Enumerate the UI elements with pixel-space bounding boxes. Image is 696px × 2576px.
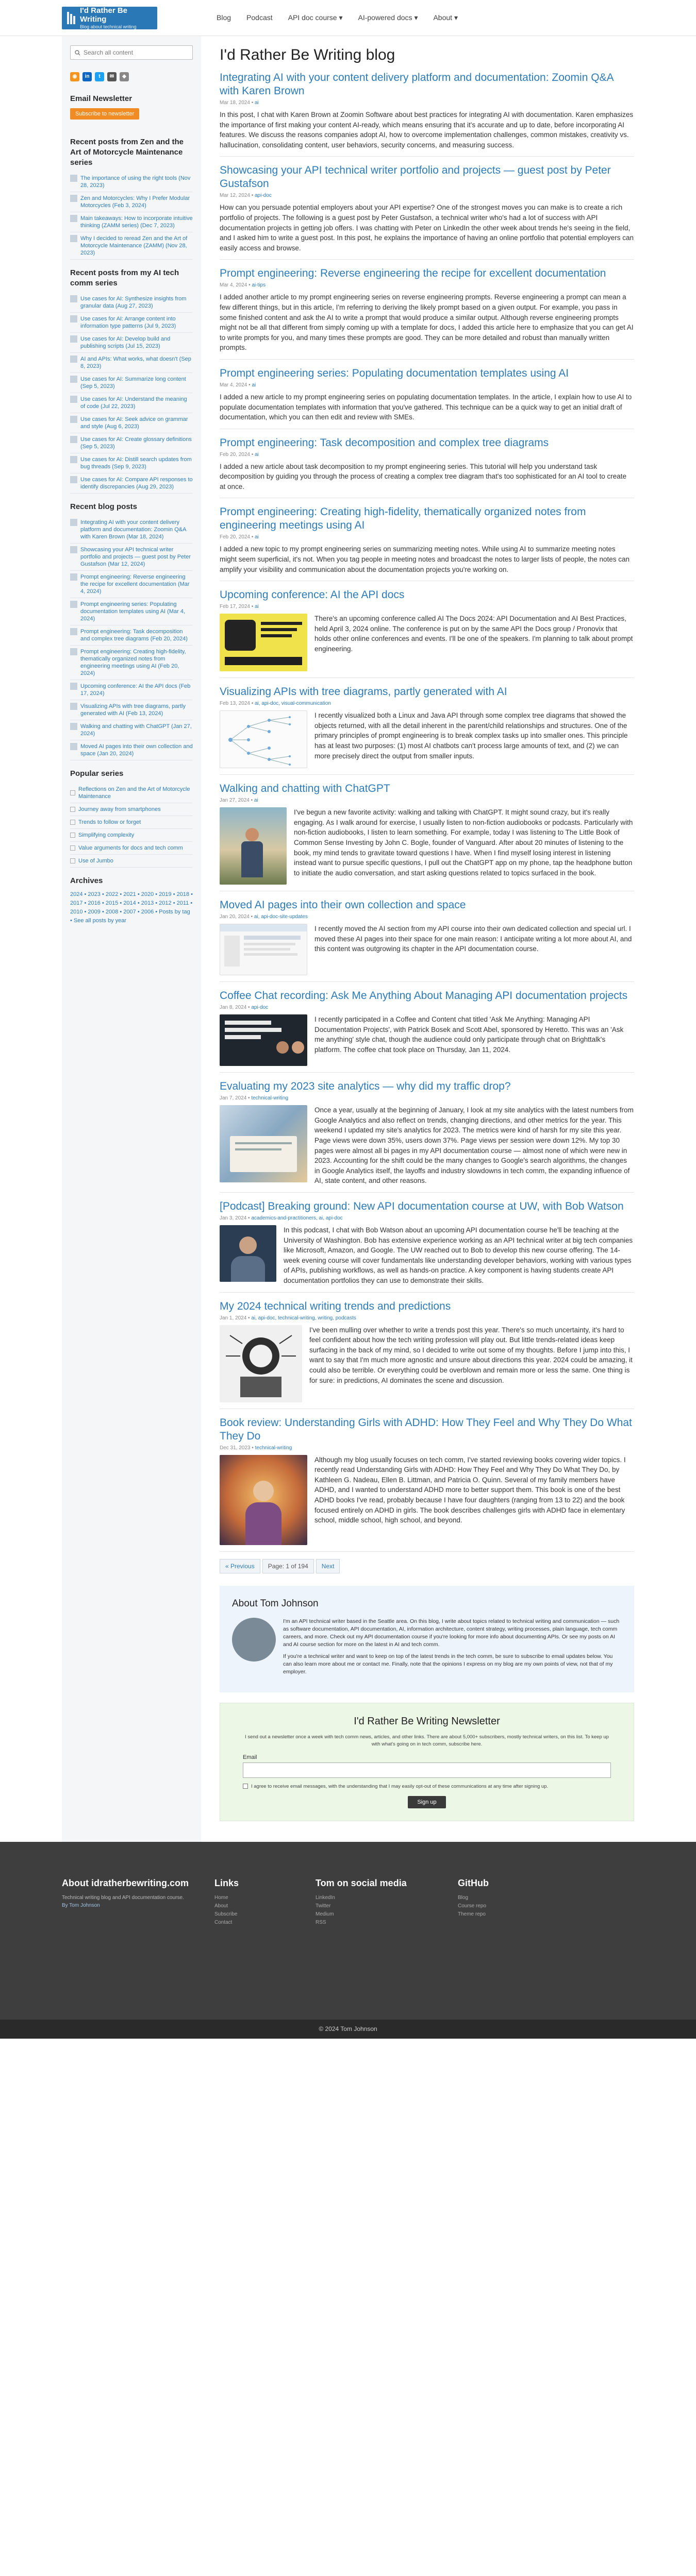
post-date: Jan 20, 2024 — [220, 914, 250, 920]
post-date: Mar 4, 2024 — [220, 382, 247, 388]
post-thumbnail — [70, 703, 77, 710]
search-placeholder: Search all content — [84, 49, 134, 56]
checkbox-icon[interactable] — [243, 1784, 248, 1789]
post-title[interactable]: Integrating AI with your content delivery platform and documentation: Zoomin Q&A with Karen Brown — [220, 72, 614, 97]
bullet-icon — [70, 845, 75, 851]
post-title[interactable]: Evaluating my 2023 site analytics — why did my traffic drop? — [220, 1080, 511, 1093]
footer-link[interactable]: About — [214, 1903, 228, 1909]
list-item-label: Walking and chatting with ChatGPT (Jan 27, 2024) — [80, 723, 192, 737]
post-date: Feb 20, 2024 — [220, 534, 250, 540]
post — [220, 436, 634, 499]
copyright-bar: © 2024 Tom Johnson — [0, 2020, 696, 2039]
post-tags[interactable]: ai — [255, 451, 259, 457]
list-item-label: Showcasing your API technical writer portfolio and projects — guest post by Peter Gustafson (Mar 12, 2024) — [80, 547, 191, 567]
post-excerpt: In this podcast, I chat with Bob Watson about an upcoming API documentation course he'll be teaching at the University of Washington. Bob has extensive experience working as an API technical writer at big tech companies like Microsoft, Amazon, and Google. The UW reached out to Bob to develop this new course offering. The 14-week evening course will cover fundamentals like understanding developer behaviors, working with various types of APIs, publishing workflows, as well as hands-on practice. A key component is having students create API documentation portfolios they can use to demonstrate their skills. — [284, 1226, 633, 1284]
nav-blog[interactable]: Blog — [217, 13, 231, 22]
page-indicator: Page: 1 of 194 — [262, 1559, 314, 1573]
footer-link[interactable]: Contact — [214, 1919, 233, 1925]
post-meta: Jan 27, 2024 • ai — [220, 798, 258, 804]
post-thumbnail — [70, 683, 77, 690]
list-item-label: Prompt engineering: Creating high-fidelity, thematically organized notes from engineering meetings using AI (Feb 20, 2024) — [80, 649, 186, 676]
post-thumbnail — [70, 175, 77, 182]
newsletter-heading: Email Newsletter — [70, 94, 132, 103]
nav-podcast[interactable]: Podcast — [246, 13, 273, 22]
list-item[interactable] — [70, 333, 193, 353]
bullet-icon — [70, 790, 75, 795]
post-date: Dec 31, 2023 — [220, 1445, 251, 1451]
list-item[interactable] — [70, 625, 193, 646]
post — [220, 367, 634, 429]
post-tags[interactable]: ai, api-doc-site-updates — [254, 914, 308, 920]
logo-icon — [67, 12, 76, 24]
list-item-label: Upcoming conference: AI the API docs (Feb 17, 2024) — [80, 683, 191, 697]
footer-social-link[interactable]: RSS — [316, 1919, 326, 1925]
list-item-label: Zen and Motorcycles: Why I Prefer Modular Motorcycles (Feb 3, 2024) — [80, 195, 190, 209]
post-title[interactable]: Showcasing your API technical writer portfolio and projects — guest post by Peter Gustafson — [220, 164, 611, 190]
post-tags[interactable]: ai-tips — [252, 282, 266, 289]
post-date: Jan 1, 2024 — [220, 1315, 247, 1321]
post-excerpt: I've been mulling over whether to write a trends post this year. There's so much uncertainty, it's hard to feel confident about how the tech writing profession will play out. But little trends-related ideas keep surfacing in the back of my mind, so I decided to write out some of my thoughts. Before I jump into this, I want to say that I'm much more agnostic and unsure about directions this year. 2024 could be amazing, it could also be terrible. Or everything could be overblown and remain more or less the same. One thing is for sure: in predictions, AI dominates the scene and discussion. — [309, 1326, 633, 1384]
list-item-label: Moved AI pages into their own collection and space (Jan 20, 2024) — [80, 743, 193, 757]
post-thumbnail — [70, 476, 77, 483]
list-item[interactable] — [70, 842, 193, 855]
post-thumbnail — [70, 723, 77, 730]
post-date: Mar 18, 2024 — [220, 100, 250, 106]
post-thumbnail — [70, 628, 77, 635]
footer-social-link[interactable]: Medium — [316, 1911, 334, 1917]
top-navbar — [0, 0, 696, 36]
pagination — [220, 1559, 634, 1573]
post-image[interactable] — [220, 1225, 276, 1282]
nav-ai-docs-label: AI-powered docs — [358, 13, 412, 22]
chevron-down-icon: ▾ — [414, 13, 418, 22]
post-excerpt: I recently participated in a Coffee and Content chat titled 'Ask Me Anything: Managing API Documentation Projects', with Patrick Bosek and Scott Abel, sponsored by Heretto. This was an 'Ask me anything' style chat, though the audience could only participate through chat on Brighttalk's platform. The coffee chat took place on Thursday, Jan 11, 2024. — [314, 1015, 624, 1054]
list-item[interactable] — [70, 803, 193, 816]
popular-series-heading: Popular series — [70, 769, 124, 778]
list-item[interactable] — [70, 816, 193, 829]
brand-logo[interactable] — [62, 7, 157, 29]
post-meta: Mar 4, 2024 • ai — [220, 382, 256, 388]
post-date: Mar 4, 2024 — [220, 282, 247, 289]
list-item[interactable] — [70, 829, 193, 842]
list-item[interactable] — [70, 855, 193, 868]
footer-social-link[interactable]: Twitter — [316, 1903, 331, 1909]
post-title[interactable]: Prompt engineering: Reverse engineering the recipe for excellent documentation — [220, 267, 606, 280]
search-input[interactable] — [70, 45, 193, 60]
post — [220, 267, 634, 360]
nav-api-course[interactable] — [288, 13, 343, 22]
post-excerpt: Although my blog usually focuses on tech comm, I've started reviewing books covering wider topics. I recently read Understanding Girls with ADHD: How They Feel and Why They Do What They Do, by Kathleen G. Nadeau, Ellen B. Littman, and Patricia O. Quinn. Several of my family members have ADHD, and I wanted to understand ADHD more to better support them. This book is one of the best ADHD books I've read, probably because I have four daughters (ranging from 13 to 22) and the book focused entirely on ADHD in girls. The book describes challenges girls with ADHD face in elementary school, middle school, high school, and beyond. — [314, 1455, 626, 1524]
post-excerpt: I recently visualized both a Linux and Java API through some complex tree diagrams that showed the objects returned, with all the detail inherent in the parent/child relationships and structures. One of the primary principles of prompt engineering is to break complex tasks up into smaller ones. This principle has at least two purposes: (1) most AI chatbots can't process large amounts of text, and (2) we can more precisely direct the output from smaller inputs. — [314, 711, 628, 760]
footer-about-heading: About idratherbewriting.com — [62, 1877, 189, 1888]
post — [220, 1080, 634, 1193]
subscribe-button[interactable]: Subscribe to newsletter — [70, 108, 139, 120]
post-thumbnail — [70, 573, 77, 581]
post-title[interactable]: Book review: Understanding Girls with ADHD: How They Feel and Why They Do What They Do — [220, 1416, 632, 1442]
post-image[interactable] — [220, 710, 307, 768]
popular-series-list — [70, 783, 193, 868]
post-meta: Jan 8, 2024 • api-doc — [220, 1005, 269, 1011]
post-thumbnail — [70, 546, 77, 553]
post-thumbnail — [70, 376, 77, 383]
list-item[interactable] — [70, 393, 193, 413]
post-title[interactable]: Walking and chatting with ChatGPT — [220, 783, 390, 795]
post-title[interactable]: Moved AI pages into their own collection and space — [220, 899, 466, 911]
list-item-label: Prompt engineering series: Populating documentation templates using AI (Mar 4, 2024) — [80, 601, 185, 622]
post-thumbnail — [70, 416, 77, 423]
main-content — [201, 36, 634, 1842]
list-item-label: Reflections on Zen and the Art of Motorcycle Maintenance — [78, 786, 190, 800]
post — [220, 1416, 634, 1552]
post-meta: Feb 13, 2024 • ai, api-doc, visual-communication — [220, 701, 331, 707]
post-thumbnail — [70, 648, 77, 655]
post-title[interactable]: Prompt engineering: Task decomposition and complex tree diagrams — [220, 436, 549, 449]
list-item-label: Prompt engineering: Task decomposition and complex tree diagrams (Feb 20, 2024) — [80, 629, 188, 642]
post-meta: Feb 17, 2024 • ai — [220, 604, 259, 610]
email-label: Email — [243, 1754, 257, 1760]
post-title[interactable]: [Podcast] Breaking ground: New API documentation course at UW, with Bob Watson — [220, 1200, 624, 1212]
list-item[interactable] — [70, 544, 193, 571]
list-item-label: Prompt engineering: Reverse engineering the recipe for excellent documentation (Mar 4, 2024) — [80, 574, 190, 595]
email-field[interactable] — [243, 1762, 611, 1778]
footer-link[interactable]: Home — [214, 1894, 228, 1901]
post — [220, 989, 634, 1073]
about-box — [220, 1586, 634, 1692]
post-excerpt: I've begun a new favorite activity: walking and talking with ChatGPT. It might sound crazy, but it's really engaging. As I walk around for exercise, I usually listen to non-fiction audiobooks or podcasts. Particularly with non-fiction audiobooks, I listen to learn something. For example, today I was listening to The Little Book of Common Sense Investing by John C. Bogle, founder of Vanguard. After about 20 minutes of listening to the book, my mind tends to gravitate toward questions I have. When I find myself losing interest in listening instead want to pursue specific questions, I pull out the ChatGPT app on my phone, tap the headphone button to initiate the audio conversation, and start asking questions related to topics surfaced in the book. — [294, 808, 633, 877]
list-item[interactable] — [70, 598, 193, 625]
post-excerpt: I added a new article about task decomposition to my prompt engineering series. This tutorial will help you understand task decomposition by guiding you through the process of creating a complex tree diagram that's too sophisticated for an AI tool to create at once. — [220, 462, 627, 490]
consent-checkbox[interactable] — [243, 1783, 611, 1790]
search-icon — [75, 50, 80, 56]
post-title[interactable]: Prompt engineering series: Populating documentation templates using AI — [220, 367, 569, 379]
list-item[interactable] — [70, 313, 193, 333]
list-item[interactable] — [70, 172, 193, 192]
list-item[interactable] — [70, 433, 193, 453]
chevron-down-icon: ▾ — [339, 13, 343, 22]
post-image[interactable] — [220, 1455, 307, 1545]
post — [220, 71, 634, 157]
newsletter-intro: I send out a newsletter once a week with tech comm news, articles, and other links. There are about 5,000+ subscribers, mostly technical writers, on this list. To keep up with what's going on in tech comm, subscribe here. — [245, 1734, 609, 1747]
post-image[interactable] — [220, 924, 307, 975]
footer-github-heading: GitHub — [458, 1877, 489, 1888]
post — [220, 164, 634, 260]
post — [220, 782, 634, 891]
list-item[interactable] — [70, 700, 193, 720]
list-item-label: Value arguments for docs and tech comm — [78, 845, 183, 851]
list-item-label: Use cases for AI: Understand the meaning of code (Jul 22, 2023) — [80, 396, 187, 410]
footer-github-link[interactable]: Theme repo — [458, 1911, 486, 1917]
post-excerpt: I added a new article to my prompt engineering series on populating documentation templates. In the article, I explain how to use AI to populate documentation templates with information that you've gathered. This technique can be a quick way to get an initial draft of documentation, which you can then edit and review with SMEs. — [220, 393, 632, 421]
list-item[interactable] — [70, 293, 193, 313]
post-date: Feb 13, 2024 — [220, 701, 250, 707]
post-tags[interactable]: ai — [255, 604, 259, 610]
post-thumbnail — [70, 601, 77, 608]
brand-subtitle: Blog about technical writing — [80, 24, 137, 29]
footer-links — [214, 1878, 297, 1999]
post — [220, 685, 634, 775]
list-item[interactable] — [70, 740, 193, 760]
newsletter-box — [220, 1703, 634, 1821]
post-excerpt: Once a year, usually at the beginning of January, I look at my site analytics with the latest numbers from Google Analytics and also reflect on trends, changing directions, and other metrics for the year. This weekend I updated my site's analytics for 2023. The metrics were kind of harsh for my site this year. Page views were down 35%, users down 37%. Page views per session were down 12%. My top 30 pages were almost all bi pages in my API documentation course — almost none of which were new in 2023. Accounting for the shift could be the many changes to Google's search algorithms, the changes in Google Analytics itself, the layoffs and industry slowdowns in tech comm, the expanding influence of AI, state content, and other reasons. — [314, 1106, 634, 1185]
post-tags[interactable]: technical-writing — [255, 1445, 292, 1451]
twitter-icon[interactable]: t — [95, 72, 104, 81]
list-item-label: Use cases for AI: Seek advice on grammar and style (Aug 6, 2023) — [80, 416, 188, 430]
zen-heading: Recent posts from Zen and the Art of Motorcycle Maintenance series — [70, 138, 184, 167]
post-title[interactable]: Upcoming conference: AI the API docs — [220, 589, 405, 601]
list-item-label: Why I decided to reread Zen and the Art of Motorcycle Maintenance (ZAMM) (Nov 28, 2023) — [80, 235, 188, 256]
post-thumbnail — [70, 235, 77, 242]
signup-button[interactable]: Sign up — [408, 1796, 446, 1808]
list-item[interactable] — [70, 783, 193, 803]
list-item-label: Use cases for AI: Synthesize insights from granular data (Aug 27, 2023) — [80, 296, 187, 309]
list-item-label: Integrating AI with your content delivery platform and documentation: Zoomin Q&A with Karen Brown (Mar 18, 2024) — [80, 519, 186, 540]
list-item[interactable] — [70, 453, 193, 473]
github-icon[interactable]: ◆ — [120, 72, 129, 81]
post-thumbnail — [70, 456, 77, 463]
post-thumbnail — [70, 315, 77, 323]
about-text: If you're a technical writer and want to keep on top of the latest trends in the tech comm, be sure to subscribe to email updates below. You can also learn more about me or contact me. Finally, note that the opinions I express on my blog are my own points of view, not that of my employer. — [283, 1653, 613, 1675]
page-title: I'd Rather Be Writing blog — [220, 46, 395, 63]
post-meta: Jan 1, 2024 • ai, api-doc, technical-writing, writing, podcasts — [220, 1315, 356, 1321]
footer — [0, 1842, 696, 2020]
post-tags[interactable]: api-doc — [251, 1005, 269, 1011]
post-title[interactable]: Coffee Chat recording: Ask Me Anything About Managing API documentation projects — [220, 990, 628, 1002]
post-date: Jan 27, 2024 — [220, 798, 250, 804]
list-item[interactable] — [70, 212, 193, 232]
post-image[interactable] — [220, 807, 287, 885]
illustration-image — [220, 1325, 302, 1402]
post-title[interactable]: Prompt engineering: Creating high-fidelity, thematically organized notes from engineering meetings using AI — [220, 506, 586, 532]
post-excerpt: I recently moved the AI section from my API course into their own dedicated collection and special url. I moved these AI pages into their space for one main reason: I anticipate writing a lot more about AI, and this content was outgrowing its chapter in the API documentation course. — [314, 925, 632, 953]
nav-about-label: About — [433, 13, 453, 22]
list-item-label: Use of Jumbo — [78, 858, 113, 864]
post-tags[interactable]: technical-writing — [251, 1095, 289, 1101]
post-date: Feb 17, 2024 — [220, 604, 250, 610]
next-page-button[interactable]: Next — [316, 1559, 340, 1573]
email-icon[interactable]: ✉ — [107, 72, 117, 81]
post — [220, 1200, 634, 1293]
list-item-label: Use cases for AI: Develop build and publishing scripts (Jul 15, 2023) — [80, 336, 171, 349]
post-date: Jan 8, 2024 — [220, 1005, 247, 1011]
sidebar — [62, 36, 201, 1842]
footer-about — [62, 1878, 196, 1999]
prev-page-button[interactable]: « Previous — [220, 1559, 260, 1573]
list-item[interactable] — [70, 571, 193, 598]
list-item[interactable] — [70, 353, 193, 373]
list-item-label: Use cases for AI: Distill search updates from bug threads (Sep 9, 2023) — [80, 456, 192, 470]
list-item-label: Journey away from smartphones — [78, 806, 161, 812]
list-item-label: Visualizing APIs with tree diagrams, partly generated with AI (Feb 13, 2024) — [80, 703, 186, 717]
list-item-label: Trends to follow or forget — [78, 819, 141, 825]
rss-icon[interactable]: ◉ — [70, 72, 79, 81]
post-tags[interactable]: academics-and-practitioners, ai, api-doc — [251, 1215, 343, 1221]
archives-heading: Archives — [70, 876, 103, 885]
post-thumbnail — [70, 335, 77, 343]
post-thumbnail — [70, 519, 77, 526]
footer-about-text: Technical writing blog and API documentation course. — [62, 1894, 184, 1901]
post-image[interactable] — [220, 614, 307, 671]
linkedin-icon[interactable]: in — [82, 72, 92, 81]
archives-links[interactable]: 2024 • 2023 • 2022 • 2021 • 2020 • 2019 • 2018 • 2017 • 2016 • 2015 • 2014 • 2013 • 2012 • 2011 • 2010 • 2009 • 2008 • 2007 • 2006 • Posts by tag • See all posts by year — [70, 891, 193, 924]
list-item[interactable] — [70, 473, 193, 494]
social-icons — [70, 72, 193, 81]
post-meta: Mar 12, 2024 • api-doc — [220, 193, 272, 199]
post-date: Jan 3, 2024 — [220, 1215, 247, 1221]
post-meta: Feb 20, 2024 • ai — [220, 534, 259, 540]
list-item-label: AI and APIs: What works, what doesn't (Sep 8, 2023) — [80, 356, 191, 369]
post-date: Feb 20, 2024 — [220, 451, 250, 457]
post-date: Mar 12, 2024 — [220, 193, 250, 199]
post-title[interactable]: Visualizing APIs with tree diagrams, partly generated with AI — [220, 686, 507, 698]
recent-posts-heading: Recent blog posts — [70, 502, 138, 511]
post-thumbnail — [70, 355, 77, 363]
footer-social-link[interactable]: LinkedIn — [316, 1894, 335, 1901]
post-meta: Feb 20, 2024 • ai — [220, 451, 259, 457]
list-item-label: Use cases for AI: Arrange content into information type patterns (Jul 9, 2023) — [80, 316, 176, 329]
consent-text: I agree to receive email messages, with the understanding that I may easily opt-out of these communications at any time after signing up. — [251, 1783, 549, 1789]
list-item[interactable] — [70, 232, 193, 260]
list-item[interactable] — [70, 373, 193, 393]
bullet-icon — [70, 820, 75, 825]
about-text: I'm an API technical writer based in the Seattle area. On this blog, I write about topics related to technical writing and communication — such as software documentation, API documentation, AI, information architecture, content strategy, writing processes, plain language, tech comm careers, and more. Check out my API documentation course if you're looking for more info about documenting APIs. Or see my posts on AI and AI course section for more on the latest in AI and tech comm. — [283, 1618, 620, 1648]
nav-ai-docs[interactable] — [358, 13, 418, 22]
footer-social-heading: Tom on social media — [316, 1877, 407, 1888]
main-nav — [217, 13, 458, 22]
post-excerpt: There's an upcoming conference called AI The Docs 2024: API Documentation and AI Best Practices, held April 3, 2024 online. The conference is put on by the same API the Docs group / Pronovix that holds other online conferences and events. I'll be one of the speakers. I'm planning to talk about prompt engineering. — [314, 615, 633, 653]
post-thumbnail — [70, 743, 77, 750]
footer-social — [316, 1878, 439, 1999]
list-item[interactable] — [70, 516, 193, 544]
post-meta: Dec 31, 2023 • technical-writing — [220, 1445, 292, 1451]
post-meta: Jan 20, 2024 • ai, api-doc-site-updates — [220, 914, 308, 920]
post-date: Jan 7, 2024 — [220, 1095, 247, 1101]
avatar — [232, 1618, 276, 1662]
post-thumbnail — [70, 295, 77, 302]
nav-about[interactable] — [433, 13, 458, 22]
post-tags[interactable]: ai — [255, 100, 259, 106]
list-item-label: Simplifying complexity — [78, 832, 135, 838]
post — [220, 505, 634, 581]
post-thumbnail — [70, 396, 77, 403]
post-excerpt: How can you persuade potential employers about your API expertise? One of the strongest moves you can make is to create a rich portfolio of projects. The following is a guest post by Peter Gustafson, a technical writer who's had a lot of success with API documentation projects in getting job offers. I was chatting with Peter on LinkedIn the other week about trends he's seeing in the field, and I asked him to write a guest post. In this post, he explains the importance of having an online portfolio that potential employers can easily access and browse. — [220, 204, 634, 252]
ai-series-list — [70, 293, 193, 494]
list-item-label: The importance of using the right tools (Nov 28, 2023) — [80, 175, 191, 189]
tree-diagram-image — [220, 711, 307, 768]
post-tags[interactable]: ai, api-doc, technical-writing, writing, podcasts — [251, 1315, 356, 1321]
post-excerpt: I added another article to my prompt engineering series on reverse engineering prompts. Reverse engineering a prompt can mean a few different things, but in this article, I'm referring to deriving the likely prompt based on a given output. For example, you pass in some finished content and ask the AI to write a prompt that would produce a similar output. Although reverse engineering prompts might not be all that different from simply coming up with a template for docs, I added this article here to emphasize that you can get AI to write prompts for you, and many times these prompts are good. They can be more detailed and robust than manually written prompts. — [220, 293, 634, 352]
footer-github-link[interactable]: Blog — [458, 1894, 469, 1901]
recent-posts-list — [70, 516, 193, 760]
post-thumbnail — [70, 436, 77, 443]
bullet-icon — [70, 858, 75, 863]
post-image[interactable] — [220, 1105, 307, 1182]
footer-github — [458, 1878, 540, 1999]
post-meta: Jan 3, 2024 • academics-and-practitioners, ai, api-doc — [220, 1215, 343, 1221]
post-tags[interactable]: ai — [255, 534, 259, 540]
list-item-label: Main takeaways: How to incorporate intuitive thinking (ZAMM series) (Dec 7, 2023) — [80, 215, 193, 229]
post — [220, 1300, 634, 1409]
list-item[interactable] — [70, 720, 193, 740]
nav-api-course-label: API doc course — [288, 13, 337, 22]
footer-links-heading: Links — [214, 1877, 239, 1888]
post-excerpt: In this post, I chat with Karen Brown at Zoomin Software about best practices for integrating AI with documentation. Karen emphasizes the importance of first making your content AI-ready, which means ensuring that it's accurate and up to date, before incorporating AI features. We discuss the reasons companies adopt AI, how to overcome implementation challenges, common mistakes, creativity vs. hallucination, consolidating content, user behaviors, security concerns, and measuring success. — [220, 111, 634, 149]
post-image[interactable] — [220, 1325, 302, 1402]
post — [220, 588, 634, 678]
zen-list — [70, 172, 193, 260]
newsletter-heading: I'd Rather Be Writing Newsletter — [354, 1715, 500, 1727]
post-tags[interactable]: ai — [252, 382, 256, 388]
post-tags[interactable]: ai, api-doc, visual-communication — [255, 701, 331, 707]
about-heading: About Tom Johnson — [232, 1598, 319, 1609]
post-meta: Jan 7, 2024 • technical-writing — [220, 1095, 289, 1101]
footer-link[interactable]: Subscribe — [214, 1911, 238, 1917]
brand[interactable] — [0, 7, 186, 29]
list-item[interactable] — [70, 680, 193, 700]
ai-series-heading: Recent posts from my AI tech comm series — [70, 268, 179, 287]
post-thumbnail — [70, 195, 77, 202]
list-item[interactable] — [70, 413, 193, 433]
post-title[interactable]: My 2024 technical writing trends and predictions — [220, 1300, 451, 1312]
footer-author-link[interactable]: By Tom Johnson — [62, 1902, 100, 1908]
list-item-label: Use cases for AI: Summarize long content (Sep 5, 2023) — [80, 376, 186, 389]
footer-github-link[interactable]: Course repo — [458, 1903, 487, 1909]
post-meta: Mar 18, 2024 • ai — [220, 100, 259, 106]
list-item-label: Use cases for AI: Create glossary definitions (Sep 5, 2023) — [80, 436, 192, 450]
post-excerpt: I added a new topic to my prompt engineering series on summarizing meeting notes. While using AI to summarize meeting notes might seem superficial, it's not. When you tag people in meeting notes and broadcast the notes to larger lists of people, the notes can amplify your visibility and communication about the documentation projects you're working on. — [220, 545, 630, 573]
post — [220, 899, 634, 982]
bullet-icon — [70, 807, 75, 812]
list-item-label: Use cases for AI: Compare API responses to identify discrepancies (Aug 29, 2023) — [80, 477, 193, 490]
chevron-down-icon: ▾ — [454, 13, 458, 22]
post-tags[interactable]: ai — [254, 798, 258, 804]
list-item[interactable] — [70, 646, 193, 680]
brand-title: I'd Rather Be Writing — [80, 6, 127, 24]
post-meta: Mar 4, 2024 • ai-tips — [220, 282, 266, 289]
post-thumbnail — [70, 215, 77, 222]
list-item[interactable] — [70, 192, 193, 212]
post-image[interactable] — [220, 1014, 307, 1066]
post-tags[interactable]: api-doc — [255, 193, 272, 199]
bullet-icon — [70, 833, 75, 838]
